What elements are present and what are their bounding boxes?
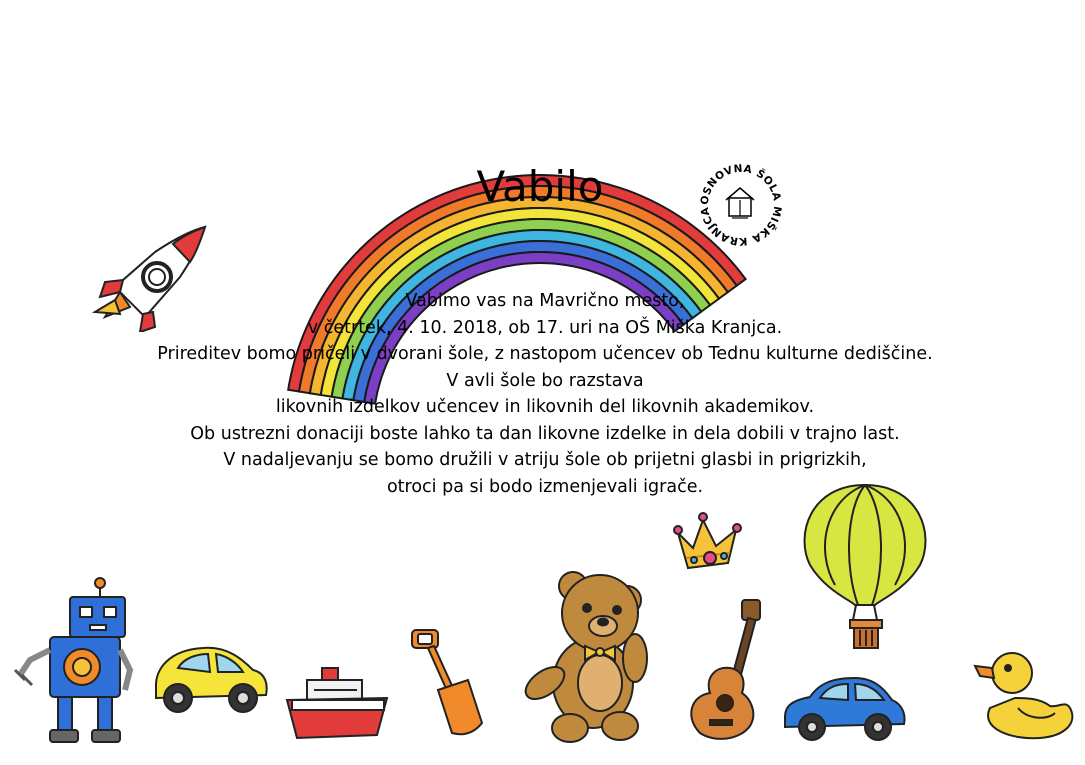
- body-line: V nadaljevanju se bomo družili v atriju šole ob prijetni glasbi in prigrizkih,: [223, 450, 867, 470]
- seal-text: OSNOVNA ŠOLA MIŠKA KRANJCA: [698, 162, 784, 248]
- guitar-illustration: [680, 598, 770, 743]
- invitation-body: [100, 288, 990, 500]
- body-line: Vabimo vas na Mavrično mesto,: [405, 291, 685, 311]
- teddy-bear-illustration: [515, 568, 665, 743]
- robot-illustration: [10, 575, 140, 750]
- shovel-illustration: [410, 628, 490, 743]
- hot-air-balloon-illustration: [790, 480, 940, 660]
- blue-car-illustration: [780, 672, 910, 747]
- body-line: Ob ustrezni donaciji boste lahko ta dan likovne izdelke in dela dobili v trajno last.: [190, 423, 900, 444]
- body-line: otroci pa si bodo izmenjevali igrače.: [386, 476, 704, 497]
- body-line: v četrtek, 4. 10. 2018, ob 17. uri na OŠ Miška Kranjca.: [307, 317, 783, 338]
- boat-illustration: [282, 660, 392, 745]
- svg-text:OSNOVNA ŠOLA MIŠKA KRANJCA: [699, 163, 784, 247]
- body-line: Prireditev bomo pričeli v dvorani šole, z nastopom učencev ob Tednu kulturne dediščine.: [157, 344, 933, 364]
- yellow-car-illustration: [148, 640, 273, 720]
- duck-illustration: [970, 638, 1080, 743]
- rocket-illustration: [85, 222, 215, 332]
- invitation-title: Vabilo: [476, 162, 604, 211]
- school-seal-logo: [696, 160, 786, 250]
- body-line: likovnih izdelkov učencev in likovnih del likovnih akademikov.: [275, 397, 815, 417]
- crown-illustration: [668, 508, 748, 578]
- body-line: V avli šole bo razstava: [446, 370, 644, 391]
